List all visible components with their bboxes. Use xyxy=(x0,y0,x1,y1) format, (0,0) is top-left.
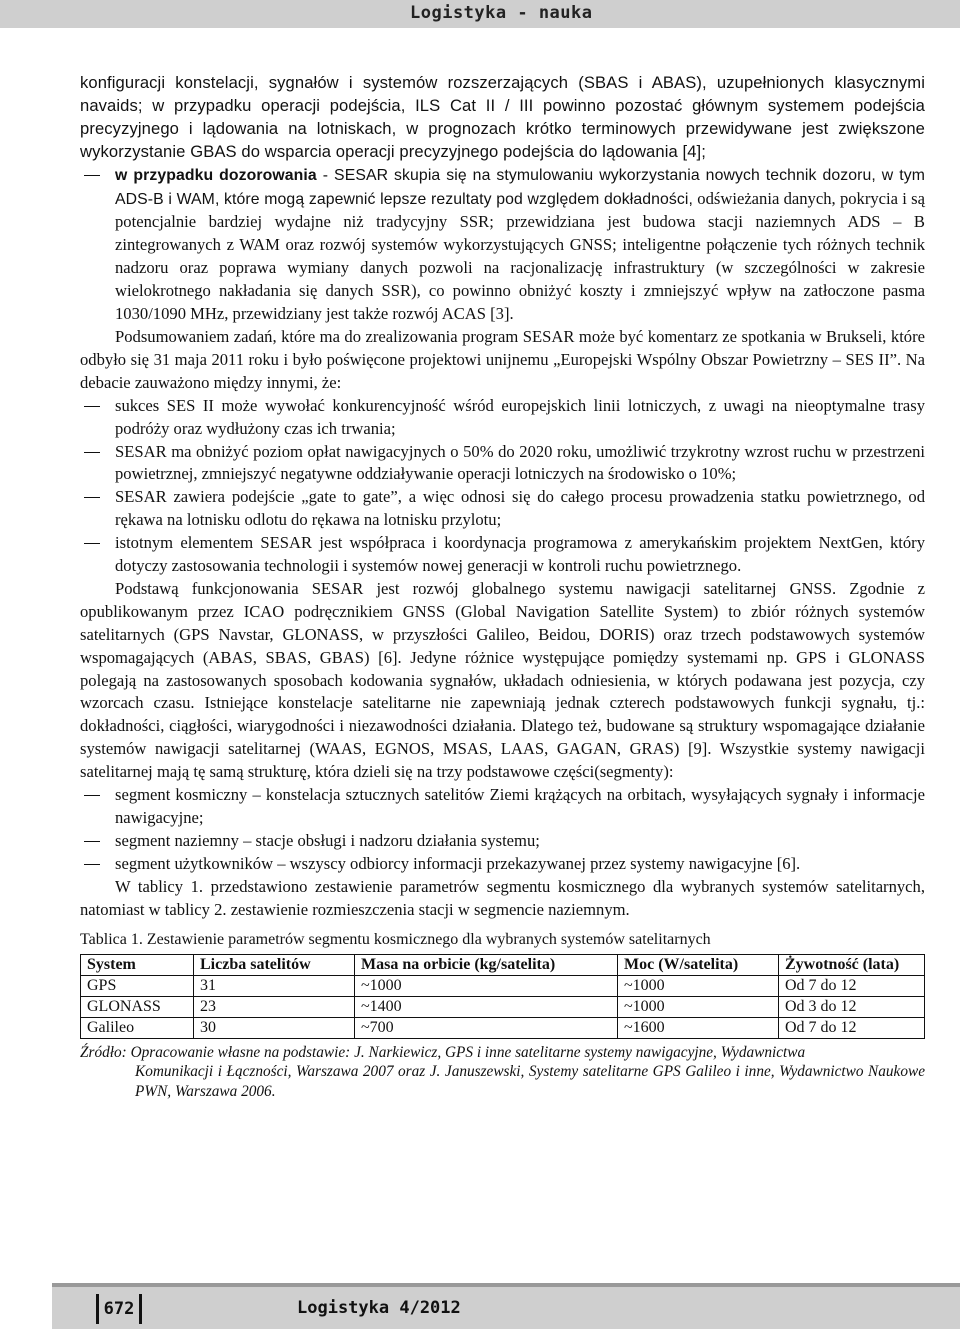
dash-bullet xyxy=(84,543,100,544)
debate-points-list xyxy=(80,395,925,578)
column-header: Moc (W/satelita) xyxy=(618,954,779,975)
table-cell: 30 xyxy=(194,1017,355,1038)
list-item xyxy=(80,830,925,853)
dash-bullet xyxy=(84,175,100,176)
list-item xyxy=(80,164,925,326)
list-item-text: segment naziemny – stacje obsługi i nadzoru działania systemu; xyxy=(115,830,540,850)
table-cell: Od 3 do 12 xyxy=(779,996,925,1017)
list-item-text: SESAR ma obniżyć poziom opłat nawigacyjnych o 50% do 2020 roku, umożliwić trzykrotny wzrost ruchu w przestrzeni powietrznej, zmniejszyć negatywne oddziaływanie operacji lotniczych na środowisko o 10%; xyxy=(115,441,925,484)
source-continuation: Komunikacji i Łączności, Warszawa 2007 oraz J. Januszewski, Systemy satelitarne GPS Galileo i inne, Wydawnictwo Naukowe PWN, Warszawa 2006. xyxy=(135,1063,925,1100)
list-item xyxy=(80,784,925,830)
table-row xyxy=(81,996,925,1017)
journal-issue: Logistyka 4/2012 xyxy=(297,1298,461,1318)
section-title: Logistyka - nauka xyxy=(410,3,593,23)
paragraph-gnss: Podstawą funkcjonowania SESAR jest rozwój globalnego systemu nawigacji satelitarnej GNSS. Zgodnie z opublikowanym przez ICAO podręcznikiem GNSS (Global Navigation Satellite System) to zbiór różnych systemów satelitarnych (GPS Navstar, GLONASS, w przyszłości Galileo, Beidou, DORIS) oraz trzech podstawowych systemów wspomagających (ABAS, SBAS, GBAS) [6]. Jedyne różnice występujące pomiędzy systemami np. GPS i GLONASS polegają na zastosowanych sposobach kodowania sygnałów, układach odniesienia, w których podawana jest pozycja, czy wzorcach czasu. Istniejące konstelacje satelitarne nie zapewniają jednak czterech podstawowych funkcji sygnału, tj.: dokładności, ciągłości, wiarygodności i niezawodności działania. Dlatego też, budowane są struktury wspomagające działanie systemów nawigacji satelitarnej (WAAS, EGNOS, MSAS, LAAS, GAGAN, GRAS) [9]. Wszystkie systemy nawigacji satelitarnej mają tę samą strukturę, która dzieli się na trzy podstawowe części(segmenty): xyxy=(80,578,925,782)
header-bar xyxy=(0,0,960,28)
table-cell: ~1000 xyxy=(618,975,779,996)
dash-bullet xyxy=(84,841,100,842)
paragraph-table-intro: W tablicy 1. przedstawiono zestawienie parametrów segmentu kosmicznego dla wybranych systemów satelitarnych, natomiast w tablicy 2. zestawienie rozmieszczenia stacji w segmencie naziemnym. xyxy=(80,876,925,919)
table-row xyxy=(81,975,925,996)
page-number: 672 xyxy=(96,1294,142,1324)
item-sans-text: - SESAR skupia się na stymulowaniu wykorzystania nowych technik dozoru, w tym ADS-B i WAM, które mogą zapewnić lepsze rezultaty pod względem dokładności, xyxy=(115,166,926,208)
list-item xyxy=(80,532,925,578)
list-item-text: istotnym elementem SESAR jest współpraca i koordynacja programowa z amerykańskim projektem NextGen, który dotyczy zastosowania technologii i systemów nowej generacji w kontroli ruchu powietrznego. xyxy=(115,533,925,576)
table-cell: ~700 xyxy=(355,1017,618,1038)
list-item-text: segment użytkowników – wszyscy odbiorcy informacji przekazywanej przez systemy nawigacyjne [6]. xyxy=(115,853,801,873)
dash-bullet xyxy=(84,864,100,865)
table-cell: GPS xyxy=(81,975,194,996)
table-cell: Galileo xyxy=(81,1017,194,1038)
item-serif-text: odświeżania danych, pokrycia i są potencjalnie bardziej wydajne niż tradycyjny SSR; przewidziana jest budowa stacji naziemnych ADS – B zintegrowanych z WAM oraz rozwój systemów wykorzystujących GNSS; inteligentne połączenie tych różnych technik nadzoru oraz poprawa wymiany danych pozwoli na racjonalizację infrastruktury (w szczególności w zakresie wielokrotnego nakładania się danych SSR), co powinno obniżyć koszty i zmniejszyć wpływ na zatłoczone pasma 1030/1090 MHz, przewidziany jest także rozwój ACAS [3]. xyxy=(115,188,925,324)
dash-bullet xyxy=(84,795,100,796)
table-cell: ~1000 xyxy=(355,975,618,996)
list-item xyxy=(80,441,925,487)
list-item xyxy=(80,486,925,532)
list-item-text: SESAR zawiera podejście „gate to gate”, a więc odnosi się do całego procesu prowadzenia statku powietrznego, od rękawa na lotnisku odlotu do rękawa na lotnisku przylotu; xyxy=(115,487,925,530)
list-item-text: sukces SES II może wywołać konkurencyjność wśród europejskich linii lotniczych, z uwagi na nieoptymalne trasy podróży oraz wydłużony czas ich trwania; xyxy=(115,395,925,438)
column-header: System xyxy=(81,954,194,975)
table-cell: ~1000 xyxy=(618,996,779,1017)
table-cell: 31 xyxy=(194,975,355,996)
column-header: Liczba satelitów xyxy=(194,954,355,975)
column-header: Masa na orbicie (kg/satelita) xyxy=(355,954,618,975)
table-header-row xyxy=(81,954,925,975)
column-header: Żywotność (lata) xyxy=(779,954,925,975)
footer-bar xyxy=(52,1287,960,1329)
list-item xyxy=(80,853,925,876)
dash-bullet xyxy=(84,406,100,407)
surveillance-list xyxy=(80,164,925,326)
table-cell: ~1600 xyxy=(618,1017,779,1038)
table-source-note xyxy=(80,1043,925,1102)
table-cell: 23 xyxy=(194,996,355,1017)
segments-list xyxy=(80,784,925,876)
list-item xyxy=(80,395,925,441)
table-cell: ~1400 xyxy=(355,996,618,1017)
source-first-line: Źródło: Opracowanie własne na podstawie: J. Narkiewicz, GPS i inne satelitarne systemy nawigacyjne, Wydawnictwa xyxy=(80,1043,806,1061)
paragraph-continuation: konfiguracji konstelacji, sygnałów i systemów rozszerzających (SBAS i ABAS), uzupełnionych klasycznymi navaids; w przypadku operacji podejścia, ILS Cat II / III powinno pozostać głównym systemem podejścia precyzyjnego i lądowania na lotniskach, w prognozach krótko terminowych przewidywane jest zwiększone wykorzystanie GBAS do wsparcia operacji precyzyjnego podejścia do lądowania [4]; xyxy=(80,73,925,161)
paragraph-summary: Podsumowaniem zadań, które ma do zrealizowania program SESAR może być komentarz ze spotkania w Brukseli, które odbyło się 31 maja 2011 roku i było poświęcone projektowi unijnemu „Europejski Wspólny Obszar Powietrzny – SES II”. Na debacie zauważono między innymi, że: xyxy=(80,326,925,392)
table-row xyxy=(81,1017,925,1038)
dash-bullet xyxy=(84,497,100,498)
list-item-text: segment kosmiczny – konstelacja sztucznych satelitów Ziemi krążących na orbitach, wysyłających sygnały i informacje nawigacyjne; xyxy=(115,785,925,827)
item-bold-lead: w przypadku dozorowania xyxy=(115,166,317,184)
table-caption: Tablica 1. Zestawienie parametrów segmentu kosmicznego dla wybranych systemów satelitarnych xyxy=(80,930,711,948)
article-body xyxy=(80,72,925,1101)
dash-bullet xyxy=(84,452,100,453)
table-cell: Od 7 do 12 xyxy=(779,1017,925,1038)
table-cell: GLONASS xyxy=(81,996,194,1017)
satellite-parameters-table xyxy=(80,954,925,1039)
table-cell: Od 7 do 12 xyxy=(779,975,925,996)
